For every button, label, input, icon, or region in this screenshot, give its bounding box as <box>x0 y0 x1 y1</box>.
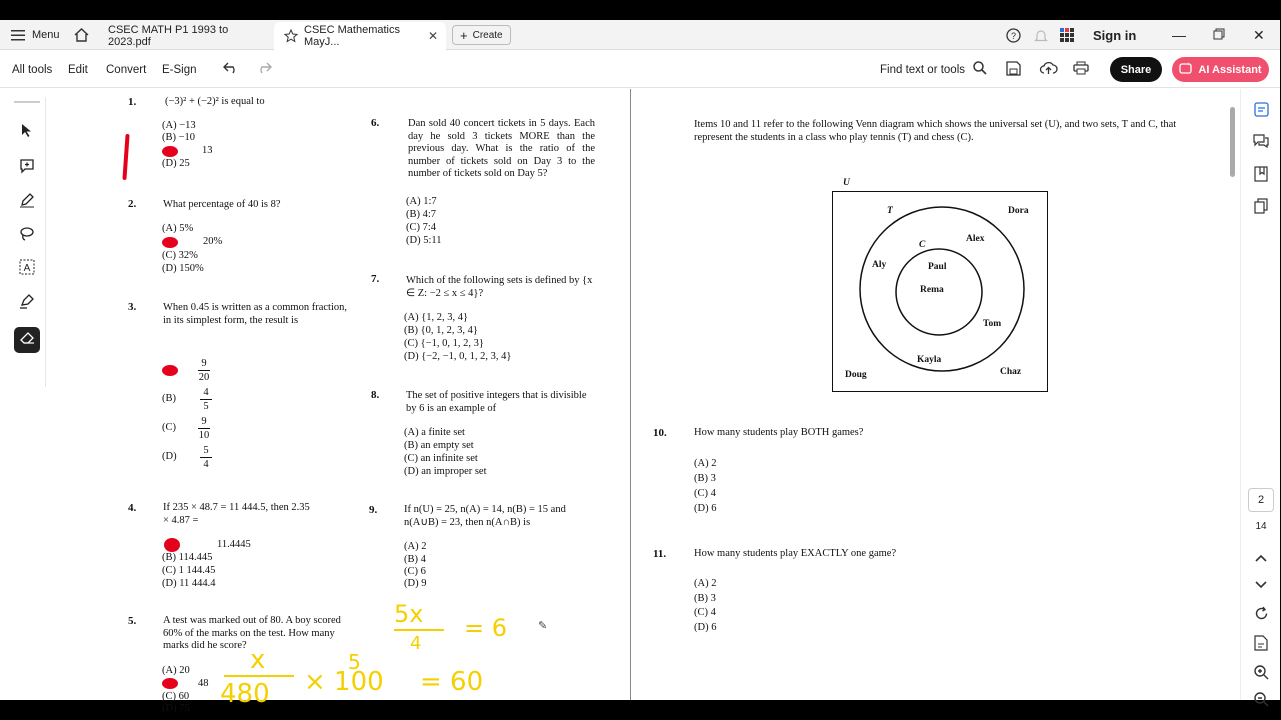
bookmark-icon <box>1254 166 1268 187</box>
hw-fraction-bar <box>224 675 294 677</box>
venn-name: Aly <box>872 260 887 270</box>
option-d: (D) an improper set <box>404 466 487 477</box>
svg-text:A: A <box>23 262 31 274</box>
eraser-tool[interactable] <box>14 327 40 353</box>
option-a: (A) a finite set <box>404 427 465 438</box>
page-total: 14 <box>1255 521 1267 532</box>
option-c: (C) 4 <box>694 488 716 499</box>
question-text: How many students play BOTH games? <box>694 427 864 438</box>
red-ink-stroke <box>122 134 129 180</box>
question-number: 9. <box>369 504 378 516</box>
option-a: (A) 2 <box>694 458 717 469</box>
option-d-label: (D) <box>162 451 177 462</box>
answer-mark <box>162 678 178 689</box>
hw-denominator: 480 <box>220 679 270 709</box>
share-button[interactable]: Share <box>1110 57 1162 82</box>
option-d: (D) 150% <box>162 263 204 274</box>
option-b: (B) 4 <box>404 554 426 565</box>
answer-mark <box>164 538 180 552</box>
option-d: (D) 5:11 <box>406 235 442 246</box>
option-a: (A) 2 <box>404 541 427 552</box>
ai-sparkle-icon <box>1179 62 1192 78</box>
comment-add-icon <box>19 158 35 179</box>
question-number: 3. <box>128 301 137 313</box>
option-a-fraction <box>198 358 210 383</box>
question-number: 10. <box>653 427 667 439</box>
zoom-out-button[interactable] <box>1250 691 1272 713</box>
chevron-down-icon <box>1255 576 1267 594</box>
option-c: (C) 7:4 <box>406 222 437 233</box>
answer-mark <box>162 146 178 157</box>
question-number: 4. <box>128 502 137 514</box>
tab-pdf-2[interactable] <box>274 22 446 50</box>
pdf-page-left <box>112 89 631 714</box>
option-c: (C) 4 <box>694 607 716 618</box>
option-a: 11.4445 <box>217 539 251 550</box>
option-b: (B) −10 <box>162 132 196 143</box>
question-text: If n(U) = 25, n(A) = 14, n(B) = 15 and n(A∪B) = 23, then n(A∩B) is <box>404 504 566 528</box>
venn-label-u: U <box>843 178 850 188</box>
text-select-tool[interactable] <box>16 258 38 280</box>
eraser-icon <box>19 330 35 351</box>
rotate-button[interactable] <box>1250 605 1272 627</box>
question-text: Dan sold 40 concert tickets in 5 days. Each day he sold 3 tickets MORE than the previous day. What is the ratio of the number of tickets sold on Day 3 to the number of tickets sold on Day 5? <box>408 118 595 179</box>
apps-grid-icon <box>1060 28 1074 42</box>
highlight-tool[interactable] <box>16 292 38 314</box>
save-button[interactable] <box>1006 51 1021 88</box>
venn-name: Rema <box>920 285 944 295</box>
numerator: 4 <box>203 387 209 398</box>
next-page-button[interactable] <box>1250 574 1272 596</box>
menu-edit[interactable]: Edit <box>68 63 88 76</box>
question-number: 7. <box>371 273 380 285</box>
option-b: 20% <box>203 236 223 247</box>
option-c: (C) {−1, 0, 1, 2, 3} <box>404 338 484 349</box>
question-text: When 0.45 is written as a common fraction, in its simplest form, the result is <box>163 302 347 326</box>
find-tools-button[interactable] <box>880 51 987 88</box>
notifications-button[interactable] <box>1034 20 1048 50</box>
comments-panel-button[interactable] <box>1250 133 1272 155</box>
option-d: (D) 6 <box>694 503 717 514</box>
option-d: (D) 6 <box>694 622 717 633</box>
bell-icon <box>1034 28 1048 43</box>
comments-icon <box>1253 134 1269 154</box>
menu-convert[interactable]: Convert <box>106 63 147 76</box>
hamburger-icon <box>10 29 26 41</box>
rail-handle <box>14 101 40 103</box>
menu-esign[interactable]: E-Sign <box>162 63 197 76</box>
venn-diagram <box>832 178 1048 392</box>
close-window-button[interactable] <box>1253 20 1265 50</box>
refresh-icon <box>1254 606 1269 626</box>
venn-intro-text: Items 10 and 11 refer to the following Venn diagram which shows the universal set (U), and two sets, T and C, that represent the students in a class who play tennis (T) and chess (C). <box>694 119 1177 143</box>
venn-name: Dora <box>1008 206 1029 216</box>
pages-panel-button[interactable] <box>1250 197 1272 219</box>
option-a: (A) −13 <box>162 120 196 131</box>
hw-small-5: 5 <box>348 650 361 674</box>
undo-icon <box>223 62 239 77</box>
ai-doc-icon <box>1254 102 1269 122</box>
create-button[interactable] <box>452 25 511 45</box>
page-number-input[interactable]: 2 <box>1248 488 1274 512</box>
option-c: (C) 6 <box>404 566 426 577</box>
question-text: A test was marked out of 80. A boy scored 60% of the marks on the test. How many marks did he score? <box>163 615 341 651</box>
venn-name: Alex <box>966 234 985 244</box>
hw-rhs: = 6 <box>464 614 508 642</box>
cursor-icon <box>21 123 33 143</box>
option-d: (D) {−2, −1, 0, 1, 2, 3, 4} <box>404 351 512 362</box>
minimize-icon: — <box>1172 27 1186 43</box>
ai-panel-button[interactable] <box>1250 101 1272 123</box>
option-d-fraction <box>200 445 212 470</box>
comment-tool[interactable] <box>16 157 38 179</box>
option-c: 13 <box>202 145 213 156</box>
cloud-upload-icon <box>1040 61 1057 78</box>
question-number: 2. <box>128 198 137 210</box>
option-a: (A) 20 <box>162 665 190 676</box>
zoom-out-icon <box>1254 692 1269 712</box>
venn-name: Tom <box>983 319 1002 329</box>
menu-button[interactable] <box>10 20 60 50</box>
option-c-fraction <box>198 416 210 441</box>
lasso-tool[interactable] <box>16 225 38 247</box>
question-number: 8. <box>371 389 380 401</box>
option-b: (B) 4:7 <box>406 209 437 220</box>
pdf-viewer-window <box>0 20 1280 714</box>
option-b-fraction <box>200 387 212 412</box>
denominator: 5 <box>203 401 209 412</box>
question-number: 6. <box>371 117 380 129</box>
pen-cursor-icon: ✎ <box>538 620 548 632</box>
scrollbar-thumb[interactable] <box>1230 107 1235 177</box>
document-icon <box>1254 635 1268 656</box>
plus-icon: + <box>460 27 468 43</box>
venn-label-c: C <box>919 240 926 250</box>
question-text: The set of positive integers that is divisible by 6 is an example of <box>406 390 587 414</box>
home-icon <box>74 28 89 42</box>
copy-pages-icon <box>1254 198 1268 219</box>
tab-label: CSEC Mathematics MayJ... <box>304 24 400 48</box>
create-label: Create <box>472 29 503 41</box>
bookmarks-panel-button[interactable] <box>1250 165 1272 187</box>
option-c: (C) 32% <box>162 250 198 261</box>
option-d: (D) 9 <box>404 578 427 589</box>
print-button[interactable] <box>1073 51 1089 88</box>
zoom-in-icon <box>1254 665 1269 685</box>
hw-denominator: 4 <box>410 633 422 654</box>
home-button[interactable] <box>74 20 89 50</box>
restore-icon <box>1213 28 1225 43</box>
option-d: (D) 75 <box>162 703 190 714</box>
sign-in-label: Sign in <box>1093 27 1137 43</box>
option-b: (B) 3 <box>694 593 716 604</box>
marker-icon <box>19 293 35 314</box>
menu-label: Menu <box>32 29 60 41</box>
vertical-scrollbar[interactable] <box>1228 89 1238 700</box>
hw-numerator: x <box>250 645 266 675</box>
text-box-icon <box>19 259 35 280</box>
option-a: (A) 1:7 <box>406 196 437 207</box>
lasso-icon <box>19 226 35 247</box>
option-c: (C) 1 144.45 <box>162 565 216 576</box>
apps-button[interactable] <box>1060 20 1074 50</box>
venn-name: Chaz <box>1000 367 1022 377</box>
minimize-button[interactable] <box>1172 20 1186 50</box>
left-tool-rail <box>8 97 46 387</box>
question-text: What percentage of 40 is 8? <box>163 199 281 210</box>
tab-bar <box>0 20 1280 50</box>
right-tool-rail <box>1240 89 1280 700</box>
upload-button[interactable] <box>1040 51 1057 88</box>
restore-button[interactable] <box>1213 20 1225 50</box>
question-text: Which of the following sets is defined by {x ∈ Z: −2 ≤ x ≤ 4}? <box>406 275 593 299</box>
star-icon[interactable] <box>284 29 298 43</box>
venn-name: Kayla <box>917 355 942 365</box>
option-b: (B) 3 <box>694 473 716 484</box>
question-text: If 235 × 48.7 = 11 444.5, then 2.35 × 4.87 = <box>163 502 310 526</box>
question-text: (−3)² + (−2)² is equal to <box>165 96 265 107</box>
tab-pdf-1[interactable] <box>98 22 274 50</box>
option-c: (C) an infinite set <box>404 453 478 464</box>
question-text: How many students play EXACTLY one game? <box>694 548 897 559</box>
zoom-in-button[interactable] <box>1250 664 1272 686</box>
question-number: 5. <box>128 615 137 627</box>
answer-mark <box>162 365 178 376</box>
numerator: 5 <box>203 445 209 456</box>
answer-mark <box>162 237 178 248</box>
option-c: (C) 60 <box>162 691 190 702</box>
option-b: (B) 114.445 <box>162 552 213 563</box>
question-number: 1. <box>128 96 137 108</box>
document-view[interactable] <box>112 89 1220 714</box>
pdf-page-right <box>633 89 1220 700</box>
main-toolbar <box>0 51 1280 88</box>
find-label: Find text or tools <box>880 63 966 76</box>
help-icon <box>1006 28 1021 43</box>
redo-icon <box>256 62 272 77</box>
hw-times-100: × 100 <box>304 667 384 697</box>
tab-label: CSEC MATH P1 1993 to 2023.pdf <box>108 24 229 48</box>
select-tool[interactable] <box>16 122 38 144</box>
denominator: 10 <box>198 430 210 441</box>
svg-text:?: ? <box>1010 30 1017 41</box>
option-b: 48 <box>198 678 209 689</box>
menu-all-tools[interactable]: All tools <box>12 63 53 76</box>
save-icon <box>1006 61 1021 79</box>
option-b: (B) {0, 1, 2, 3, 4} <box>404 325 478 336</box>
denominator: 20 <box>198 372 210 383</box>
venn-name: Doug <box>845 370 867 380</box>
hw-numerator: 5x <box>394 600 424 628</box>
redo-button[interactable] <box>256 51 272 88</box>
page-extract-button[interactable] <box>1250 634 1272 656</box>
undo-button[interactable] <box>223 51 239 88</box>
pen-icon <box>19 192 35 213</box>
ai-label: AI Assistant <box>1198 63 1262 76</box>
search-icon <box>973 61 987 78</box>
hw-fraction-bar <box>394 629 444 631</box>
option-b-label: (B) <box>162 393 176 404</box>
question-number: 11. <box>653 548 667 560</box>
venn-name: Paul <box>928 262 947 272</box>
previous-page-button[interactable] <box>1250 547 1272 569</box>
printer-icon <box>1073 61 1089 78</box>
close-icon: ✕ <box>1253 26 1265 43</box>
option-a: (A) 2 <box>694 578 717 589</box>
chevron-up-icon <box>1255 549 1267 567</box>
help-button[interactable] <box>1006 20 1021 50</box>
sign-in-button[interactable] <box>1093 20 1136 50</box>
numerator: 9 <box>201 416 207 427</box>
draw-tool[interactable] <box>16 191 38 213</box>
option-a: (A) {1, 2, 3, 4} <box>404 312 469 323</box>
option-d: (D) 11 444.4 <box>162 578 216 589</box>
denominator: 4 <box>203 459 209 470</box>
option-b: (B) an empty set <box>404 440 474 451</box>
option-c-label: (C) <box>162 422 176 433</box>
hw-rhs: = 60 <box>420 667 484 697</box>
numerator: 9 <box>201 358 207 369</box>
close-tab-icon[interactable]: ✕ <box>427 29 438 43</box>
option-a: (A) 5% <box>162 223 194 234</box>
option-d: (D) 25 <box>162 158 190 169</box>
ai-assistant-button[interactable] <box>1172 57 1269 82</box>
venn-label-t: T <box>887 206 893 216</box>
